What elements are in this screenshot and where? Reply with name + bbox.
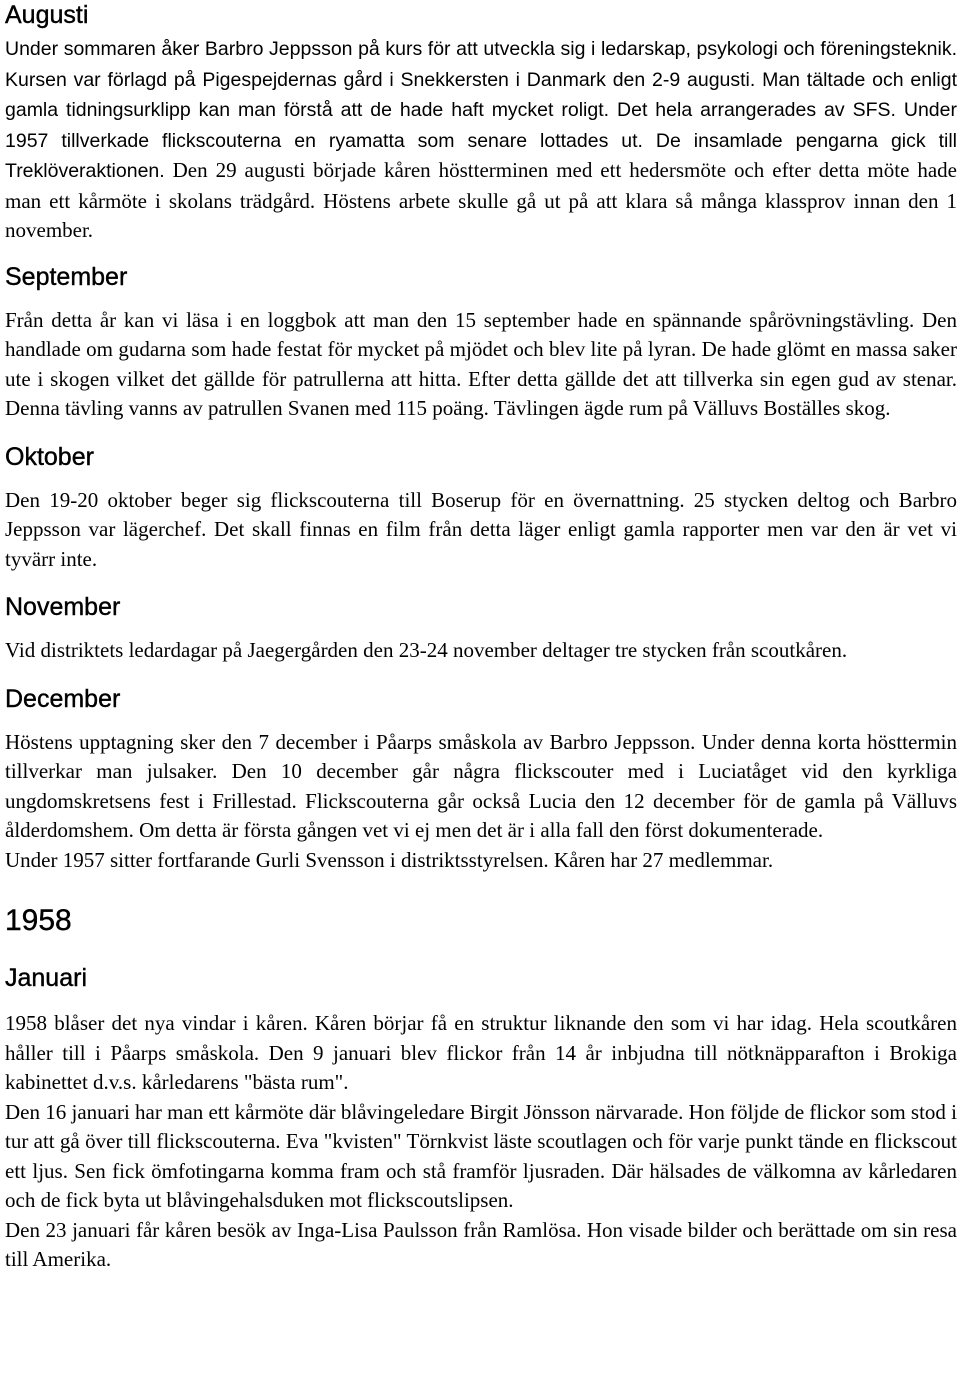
paragraph-september: Från detta år kan vi läsa i en loggbok att man den 15 september hade en spännande spårövningstävling. Den handlade om gudarna som hade festat för mycket på mjödet och blev lite på lyran. De hade glömt en massa saker ute i skogen vilket det gällde för patrullerna att hitta. Efter detta gällde det att tillverka sin egen gud av stenar. Denna tävling vanns av patrullen Svanen med 115 poäng. Tävlingen ägde rum på Välluvs Boställes skog. bbox=[5, 307, 957, 420]
heading-augusti: Augusti bbox=[5, 1, 89, 29]
heading-september: September bbox=[5, 262, 128, 291]
paragraph-oktober: Den 19-20 oktober beger sig flickscouterna till Boserup för en övernattning. 25 stycken deltog och Barbro Jeppsson var lägerchef. Det skall finnas en film från detta läger enligt gamla rapporter men var den är vet vi tyvärr inte. bbox=[5, 487, 957, 571]
paragraph-januari-1: 1958 blåser det nya vindar i kåren. Kåren börjar få en struktur liknande den som vi har idag. Hela scoutkåren håller till i Påarps småskola. Den 9 januari blev flickor från 14 år inbjudna till nötknäpparafton i Brokiga kabinettet d.v.s. kårledarens "bästa rum". bbox=[5, 1011, 957, 1094]
paragraph-augusti-tail: Den 29 augusti började kåren höstterminen med ett hedersmöte och efter detta möte hade man ett kårmöte i skolans trädgård. Höstens arbete skulle gå ut på att klara så många klassprov innan den 1 november. bbox=[5, 158, 957, 242]
heading-year-1958: 1958 bbox=[5, 904, 72, 937]
paragraph-november: Vid distriktets ledardagar på Jaegergården den 23-24 november deltager tre stycken från scoutkåren. bbox=[5, 638, 848, 662]
paragraph-december-2: Under 1957 sitter fortfarande Gurli Svensson i distriktsstyrelsen. Kåren har 27 medlemmar. bbox=[5, 847, 774, 872]
heading-januari: Januari bbox=[5, 964, 87, 992]
paragraph-december-1: Höstens upptagning sker den 7 december i Påarps småskola av Barbro Jeppsson. Under denna korta hösttermin tillverkar man julsaker. Den 10 december går några flickscouter med i Luciatåget vid den kyrkliga ungdomskretsens fest i Frillestad. Flickscouterna går också Lucia den 12 december för de gamla på Välluvs ålderdomshem. Om detta är första gången vet vi ej men det är i alla fall den först dokumenterade. bbox=[5, 729, 957, 842]
heading-oktober: Oktober bbox=[5, 442, 94, 471]
document-page bbox=[5, 0, 957, 1275]
paragraph-januari-2: Den 16 januari har man ett kårmöte där blåvingeledare Birgit Jönsson närvarade. Hon följde de flickor som stod i tur att gå över till flickscouterna. Eva "kvisten" Törnkvist läste scoutlagen och för varje punkt tände en flickscout ett ljus. Sen fick ömfotingarna komma fram och stå framför ljusraden. Där hälsades de välkomna av kårledaren och de fick byta ut blåvingehalsduken mot flickscoutslipsen. bbox=[5, 1099, 957, 1212]
heading-november: November bbox=[5, 593, 121, 621]
heading-december: December bbox=[5, 684, 121, 713]
paragraph-augusti-lead: Under sommaren åker Barbro Jeppsson på kurs för att utveckla sig i ledarskap, psykologi och föreningsteknik. Kursen var förlagd på Pigespejdernas gård i Snekkersten i Danmark den 2-9 augusti. Man tältade och enligt gamla tidningsurklipp kan man förstå att de hade haft mycket roligt. Det hela arrangerades av SFS. Under 1957 tillverkade flickscouterna en ryamatta som senare lottades ut. De insamlade pengarna gick till Treklöveraktionen. bbox=[5, 38, 957, 182]
paragraph-januari-3: Den 23 januari får kåren besök av Inga-Lisa Paulsson från Ramlösa. Hon visade bilder och berättade om sin resa till Amerika. bbox=[5, 1217, 957, 1271]
paragraph-augusti bbox=[5, 34, 957, 246]
